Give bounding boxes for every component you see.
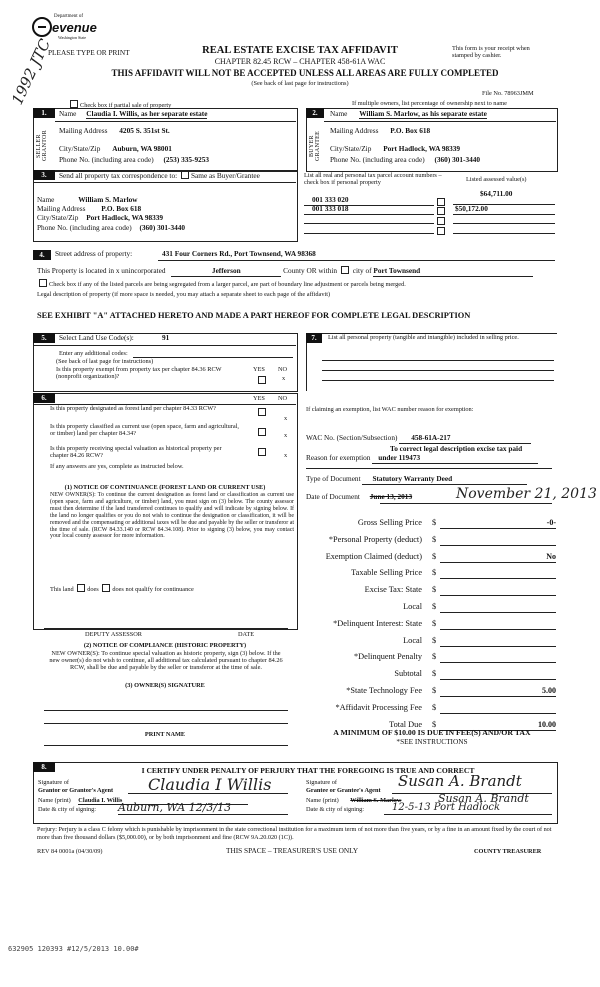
wac-label: WAC No. (Section/Subsection) <box>306 433 398 442</box>
section-5-number: 5. <box>33 333 55 343</box>
corr-city[interactable]: Port Hadlock, WA 98339 <box>86 213 164 222</box>
tax-row-value[interactable] <box>440 602 556 613</box>
tax-row-dollar: $ <box>432 686 437 695</box>
located-label: This Property is located in x unincorporated <box>37 266 166 275</box>
seller-phone[interactable]: (253) 335-9253 <box>163 155 210 164</box>
grantor-signature-label <box>38 779 113 794</box>
land-use-label: Select Land Use Code(s): <box>59 333 134 342</box>
tax-row-value[interactable] <box>440 568 556 579</box>
tax-row-dollar: $ <box>432 552 437 561</box>
correspondence-label-row <box>59 171 260 181</box>
grantor-date-label: Date & city of signing: <box>38 806 97 813</box>
doc-type-label: Type of Document <box>306 474 361 483</box>
seller-vertical-label: SELLER GRANTOR <box>36 130 48 162</box>
corr-phone-row <box>37 224 185 233</box>
doc-date-handwritten: November 21, 2013 <box>456 486 597 502</box>
tax-row-dollar: $ <box>432 518 437 527</box>
buyer-mail-label: Mailing Address <box>330 126 379 135</box>
section-1-number: 1. <box>33 108 55 118</box>
does-not-label: does not qualify for continuance <box>112 586 194 593</box>
county-label: County OR within <box>283 266 338 275</box>
tax-row-label: *Affidavit Processing Fee <box>335 703 422 712</box>
corr-name[interactable]: William S. Marlow <box>78 195 138 204</box>
tax-row-dollar: $ <box>432 619 437 628</box>
seller-mail-label: Mailing Address <box>59 126 108 135</box>
forest-yes-checkbox[interactable] <box>258 408 266 416</box>
corr-mail-label: Mailing Address <box>37 204 86 213</box>
additional-codes-label: Enter any additional codes: <box>59 350 128 357</box>
desig-no-label: NO <box>278 395 288 402</box>
located-row <box>37 266 557 277</box>
street-address[interactable]: 431 Four Corners Rd., Port Townsend, WA 98368 <box>162 249 316 258</box>
doc-date-row <box>306 493 412 502</box>
grantee-name-struck[interactable]: William S. Marlow <box>350 797 402 804</box>
tax-row-dollar: $ <box>432 602 437 611</box>
doc-type[interactable]: Statutory Warranty Deed <box>362 475 527 485</box>
compliance-title: (2) NOTICE OF COMPLIANCE (HISTORIC PROPERTY) <box>83 642 247 649</box>
wac-row <box>306 434 531 444</box>
tax-row-dollar: $ <box>432 535 437 544</box>
parcels-header: List all real and personal tax parcel account numbers – check box if personal property <box>304 172 442 187</box>
doc-date-struck[interactable]: June 13, 2013 <box>369 492 413 501</box>
section-2-number: 2. <box>306 108 324 118</box>
seller-mail[interactable]: 4205 S. 351st St. <box>119 126 170 135</box>
logo-main: evenue <box>52 20 97 35</box>
tax-row-dollar: $ <box>432 652 437 661</box>
tax-row-value[interactable]: 10.00 <box>440 720 556 731</box>
historic-answer: x <box>284 452 288 459</box>
tax-row-value[interactable] <box>440 652 556 663</box>
buyer-city-label: City/State/Zip <box>330 144 372 153</box>
exempt-yes-checkbox[interactable] <box>258 376 266 384</box>
wac-number[interactable]: 458-61A-217 <box>399 434 531 444</box>
exempt-answer: x <box>282 375 286 382</box>
forest-answer: x <box>284 415 288 422</box>
section-4-number: 4. <box>33 250 51 260</box>
exemption-reason-top[interactable]: To correct legal description excise tax paid <box>390 444 523 453</box>
partial-sale-checkbox[interactable] <box>70 100 78 108</box>
tax-row-label: Local <box>403 636 422 645</box>
corr-city-row <box>37 214 163 223</box>
assessed-header: Listed assessed value(s) <box>466 176 527 183</box>
claiming-exemption-label: If claiming an exemption, list WAC number reason for exemption: <box>306 406 474 413</box>
parcel-value-1[interactable]: $64,711.00 <box>480 189 513 198</box>
parcel-4-checkbox[interactable] <box>437 227 445 235</box>
section-3-number: 3. <box>33 170 55 180</box>
land-use-see-back: (See back of last page for instructions) <box>56 358 154 365</box>
section-7-number: 7. <box>306 333 322 343</box>
doc-type-row <box>306 475 527 485</box>
segregated-row <box>37 279 557 288</box>
corr-city-label: City/State/Zip <box>37 213 79 222</box>
buyer-name-row <box>330 110 487 119</box>
does-label: does <box>87 586 99 593</box>
tax-row-label: *State Technology Fee <box>346 686 422 695</box>
grantee-sig-label-1: Signature of <box>306 779 337 786</box>
tax-row-value[interactable]: 5.00 <box>440 686 556 697</box>
minimum-due: A MINIMUM OF $10.00 IS DUE IN FEE(S) AND/OR TAX <box>333 728 531 737</box>
current-use-yes-checkbox[interactable] <box>258 428 266 436</box>
buyer-city-row <box>330 145 460 154</box>
grantee-date-city[interactable]: 12-5-13 Port Hadlock <box>392 802 501 813</box>
doc-date-label: Date of Document <box>306 492 360 501</box>
seller-city-row <box>59 145 172 154</box>
parcel-number-1[interactable]: 001 333 020 <box>312 195 349 204</box>
section-personal-property <box>306 333 557 391</box>
tax-row-value[interactable] <box>440 585 556 596</box>
seller-mail-row <box>59 127 170 136</box>
tax-row-label: Gross Selling Price <box>357 518 422 527</box>
parcel-value-2[interactable]: $50,172.00 <box>455 204 488 213</box>
this-land-label: This land <box>50 586 74 593</box>
corr-mail[interactable]: P.O. Box 618 <box>101 204 142 213</box>
receipt-note: This form is your receipt when stamped by cashier. <box>452 45 530 60</box>
grantee-name-row <box>306 797 401 804</box>
corr-name-label: Name <box>37 195 55 204</box>
buyer-mail-row <box>330 127 430 136</box>
cashier-stamp: 632905 120393 #12/5/2013 10.00# <box>8 945 139 953</box>
exhibit-note: SEE EXHIBIT "A" ATTACHED HERETO AND MADE A PART HEREOF FOR COMPLETE LEGAL DESCRIPTION <box>37 311 471 320</box>
tax-row-dollar: $ <box>432 669 437 678</box>
buyer-name[interactable]: William S. Marlow, as his separate estate <box>359 109 487 118</box>
tax-row-value[interactable] <box>440 703 556 714</box>
city-of-label: city of <box>352 266 372 275</box>
qualify-row <box>50 584 194 593</box>
corr-phone[interactable]: (360) 301-3440 <box>139 223 186 232</box>
exempt-question: Is this property exempt from property tax per chapter 84.36 RCW (nonprofit organization)? <box>56 366 222 381</box>
please-type: PLEASE TYPE OR PRINT <box>48 48 130 57</box>
exempt-yes-label: YES <box>253 366 265 373</box>
grantee-sig-label-2: Grantee or Grantee's Agent <box>306 786 381 794</box>
tax-row-label: *Personal Property (deduct) <box>328 535 422 544</box>
tax-row-dollar: $ <box>432 585 437 594</box>
print-name-label: PRINT NAME <box>144 731 186 738</box>
grantor-date-row <box>38 806 96 813</box>
buyer-name-label: Name <box>330 109 348 118</box>
segregated-checkbox[interactable] <box>39 279 47 287</box>
seller-phone-row <box>59 156 209 165</box>
logo-sub: Washington State <box>58 35 87 40</box>
grantor-signature[interactable]: Claudia I Willis <box>148 775 272 794</box>
within-city-checkbox[interactable] <box>341 266 349 274</box>
buyer-mail[interactable]: P.O. Box 618 <box>390 126 431 135</box>
legal-description-label: Legal description of property (if more space is needed, you may attach a separate sheet to each page of the affidavit) <box>37 291 331 298</box>
grantee-signature-label <box>306 779 381 794</box>
parcel-1-checkbox[interactable] <box>437 198 445 206</box>
land-use-code[interactable]: 91 <box>162 333 170 342</box>
seller-name-row <box>59 110 293 119</box>
tax-row-value[interactable]: -0- <box>440 518 556 529</box>
tax-row-label: Total Due <box>389 720 422 729</box>
tax-row-label: Exemption Claimed (deduct) <box>325 552 422 561</box>
grantee-date-row <box>306 806 364 813</box>
historic-yes-checkbox[interactable] <box>258 448 266 456</box>
grantor-sig-label-2: Grantor or Grantor's Agent <box>38 786 114 794</box>
personal-property-label: List all personal property (tangible and intangible) included in selling price. <box>328 334 519 341</box>
seller-city-label: City/State/Zip <box>59 144 101 153</box>
current-use-question: Is this property classified as current use (open space, farm and agricultural, or timber) land per chapter 84.34? <box>50 423 240 438</box>
form-chapter: CHAPTER 82.45 RCW – CHAPTER 458-61A WAC <box>214 57 386 66</box>
file-number: File No. 78963JMM <box>482 90 534 97</box>
continuance-title: (1) NOTICE OF CONTINUANCE (FOREST LAND OR CURRENT USE) <box>64 484 266 491</box>
grantor-sig-label-1: Signature of <box>38 779 69 786</box>
reason-label: Reason for exemption <box>306 453 371 462</box>
see-instructions: *SEE INSTRUCTIONS <box>396 737 468 746</box>
buyer-phone-row <box>330 156 480 165</box>
continuance-text: NEW OWNER(S): To continue the current designation as forest land or classification as current use (open space, farm and agriculture, or timber) land, you must sign on (3) below. The county assessor must then determine if the land transferred continues to qualify and will indicate by signing below. If the land no longer qualifies or you do not wish to continue the designation or classification, it will be removed and the compensating or additional taxes will be due and payable by the seller or transferor at the time of sale. (RCW 84.33.140 or RCW 84.34.108). Prior to signing (3) below, you may contact your local county assessor for more information. <box>50 492 294 540</box>
reason-row <box>306 454 538 464</box>
compliance-text: NEW OWNER(S): To continue special valuation as historic property, sign (3) below. If the new owner(s) do not wish to continue, all additional tax calculated pursuant to chapter 84.26 RCW, shall be due and payable by the seller or transferor at the time of sale. <box>49 650 283 672</box>
tax-row-value[interactable] <box>440 535 556 546</box>
parcel-2-checkbox[interactable] <box>437 207 445 215</box>
multiple-owners-note: If multiple owners, list percentage of ownership next to name <box>352 100 507 107</box>
certify-text: I CERTIFY UNDER PENALTY OF PERJURY THAT THE FOREGOING IS TRUE AND CORRECT <box>141 766 475 775</box>
perjury-note: Perjury: Perjury is a class C felony which is punishable by imprisonment in the state correctional institution for a maximum term of not more than five years, or by a fine in an amount fixed by the court of not more than five thousand dollars ($5,000.00), or by both imprisonment and fine (RCW 9A.20.020 (1C)). <box>37 826 552 841</box>
same-as-buyer-label: Same as Buyer/Grantee <box>190 171 260 180</box>
assessor-date-label: DATE <box>238 631 255 638</box>
parcel-number-2[interactable]: 001 333 018 <box>312 204 349 213</box>
does-not-checkbox[interactable] <box>102 584 110 592</box>
grantee-name-label: Name (print) <box>306 797 339 804</box>
historic-question: Is this property receiving special valuation as historical property per chapter 84.26 RCW? <box>50 445 222 460</box>
segregated-label: Check box if any of the listed parcels are being segregated from a larger parcel, are part of boundary line adjustment or parcels being merged. <box>49 281 406 288</box>
owner-signature-label: (3) OWNER(S) SIGNATURE <box>125 682 205 689</box>
county-name[interactable]: Jefferson <box>171 267 281 277</box>
correspondence-label: Send all property tax correspondence to: <box>59 171 178 180</box>
current-use-answer: x <box>284 432 288 439</box>
buyer-phone-label: Phone No. (including area code) <box>330 155 425 164</box>
county-treasurer: COUNTY TREASURER <box>474 848 542 855</box>
section-6-number: 6. <box>33 393 55 403</box>
tax-row-value[interactable] <box>440 669 556 680</box>
corr-phone-label: Phone No. (including area code) <box>37 223 132 232</box>
form-warning: THIS AFFIDAVIT WILL NOT BE ACCEPTED UNLESS ALL AREAS ARE FULLY COMPLETED <box>111 68 499 78</box>
section-8-number: 8. <box>33 762 55 772</box>
logo-top: Department of <box>54 14 84 19</box>
deputy-assessor-label: DEPUTY ASSESSOR <box>85 631 142 638</box>
desig-yes-label: YES <box>253 395 265 402</box>
grantor-name-label: Name (print) <box>38 797 71 804</box>
tax-row-label: Excise Tax: State <box>364 585 422 594</box>
tax-row-label: *Delinquent Penalty <box>354 652 422 661</box>
tax-row-label: Taxable Selling Price <box>351 568 422 577</box>
buyer-vertical-label: BUYER GRANTEE <box>309 130 321 162</box>
does-checkbox[interactable] <box>77 584 85 592</box>
seller-phone-label: Phone No. (including area code) <box>59 155 154 164</box>
tax-row-dollar: $ <box>432 636 437 645</box>
seller-name[interactable]: Claudia I. Willis, as her separate estate <box>86 109 208 118</box>
buyer-city[interactable]: Port Hadlock, WA 98339 <box>383 144 461 153</box>
street-label: Street address of property: <box>55 249 133 258</box>
grantee-date-label: Date & city of signing: <box>306 806 365 813</box>
tax-row-label: *Delinquent Interest: State <box>333 619 422 628</box>
forest-question: Is this property designated as forest land per chapter 84.33 RCW? <box>50 405 216 412</box>
tax-row-value[interactable] <box>440 619 556 630</box>
buyer-phone[interactable]: (360) 301-3440 <box>434 155 481 164</box>
tax-row-dollar: $ <box>432 568 437 577</box>
tax-row-value[interactable] <box>440 636 556 647</box>
if-yes-note: If any answers are yes, complete as instructed below. <box>50 463 184 470</box>
exemption-reason[interactable]: under 119473 <box>372 454 538 464</box>
tax-row-label: Local <box>403 602 422 611</box>
tax-row-dollar: $ <box>432 703 437 712</box>
parcel-3-checkbox[interactable] <box>437 217 445 225</box>
treasurer-space: THIS SPACE – TREASURER'S USE ONLY <box>226 846 359 855</box>
tax-row-value[interactable]: No <box>440 552 556 563</box>
grantor-name[interactable]: Claudia I. Willis <box>78 797 248 805</box>
grantee-signature[interactable]: Susan A. Brandt <box>398 772 522 790</box>
see-back: (See back of last page for instructions) <box>251 80 349 87</box>
grantee-name-handwritten: Susan A. Brandt <box>438 792 529 805</box>
form-title: REAL ESTATE EXCISE TAX AFFIDAVIT <box>202 45 398 56</box>
seller-city[interactable]: Auburn, WA 98001 <box>112 144 172 153</box>
exempt-no-label: NO <box>278 366 288 373</box>
form-revision: REV 84 0001a (04/30/09) <box>37 848 103 855</box>
tax-row-dollar: $ <box>432 720 437 729</box>
city-name[interactable]: Port Townsend <box>373 267 533 277</box>
seller-name-label: Name <box>59 109 77 118</box>
grantor-date-city[interactable]: Auburn, WA 12/3/13 <box>118 801 232 814</box>
same-as-buyer-checkbox[interactable] <box>181 171 189 179</box>
handwritten-note: 1992 JTC <box>8 36 55 108</box>
partial-sale-label: Check box if partial sale of property <box>80 102 172 109</box>
tax-row-label: Subtotal <box>394 669 422 678</box>
